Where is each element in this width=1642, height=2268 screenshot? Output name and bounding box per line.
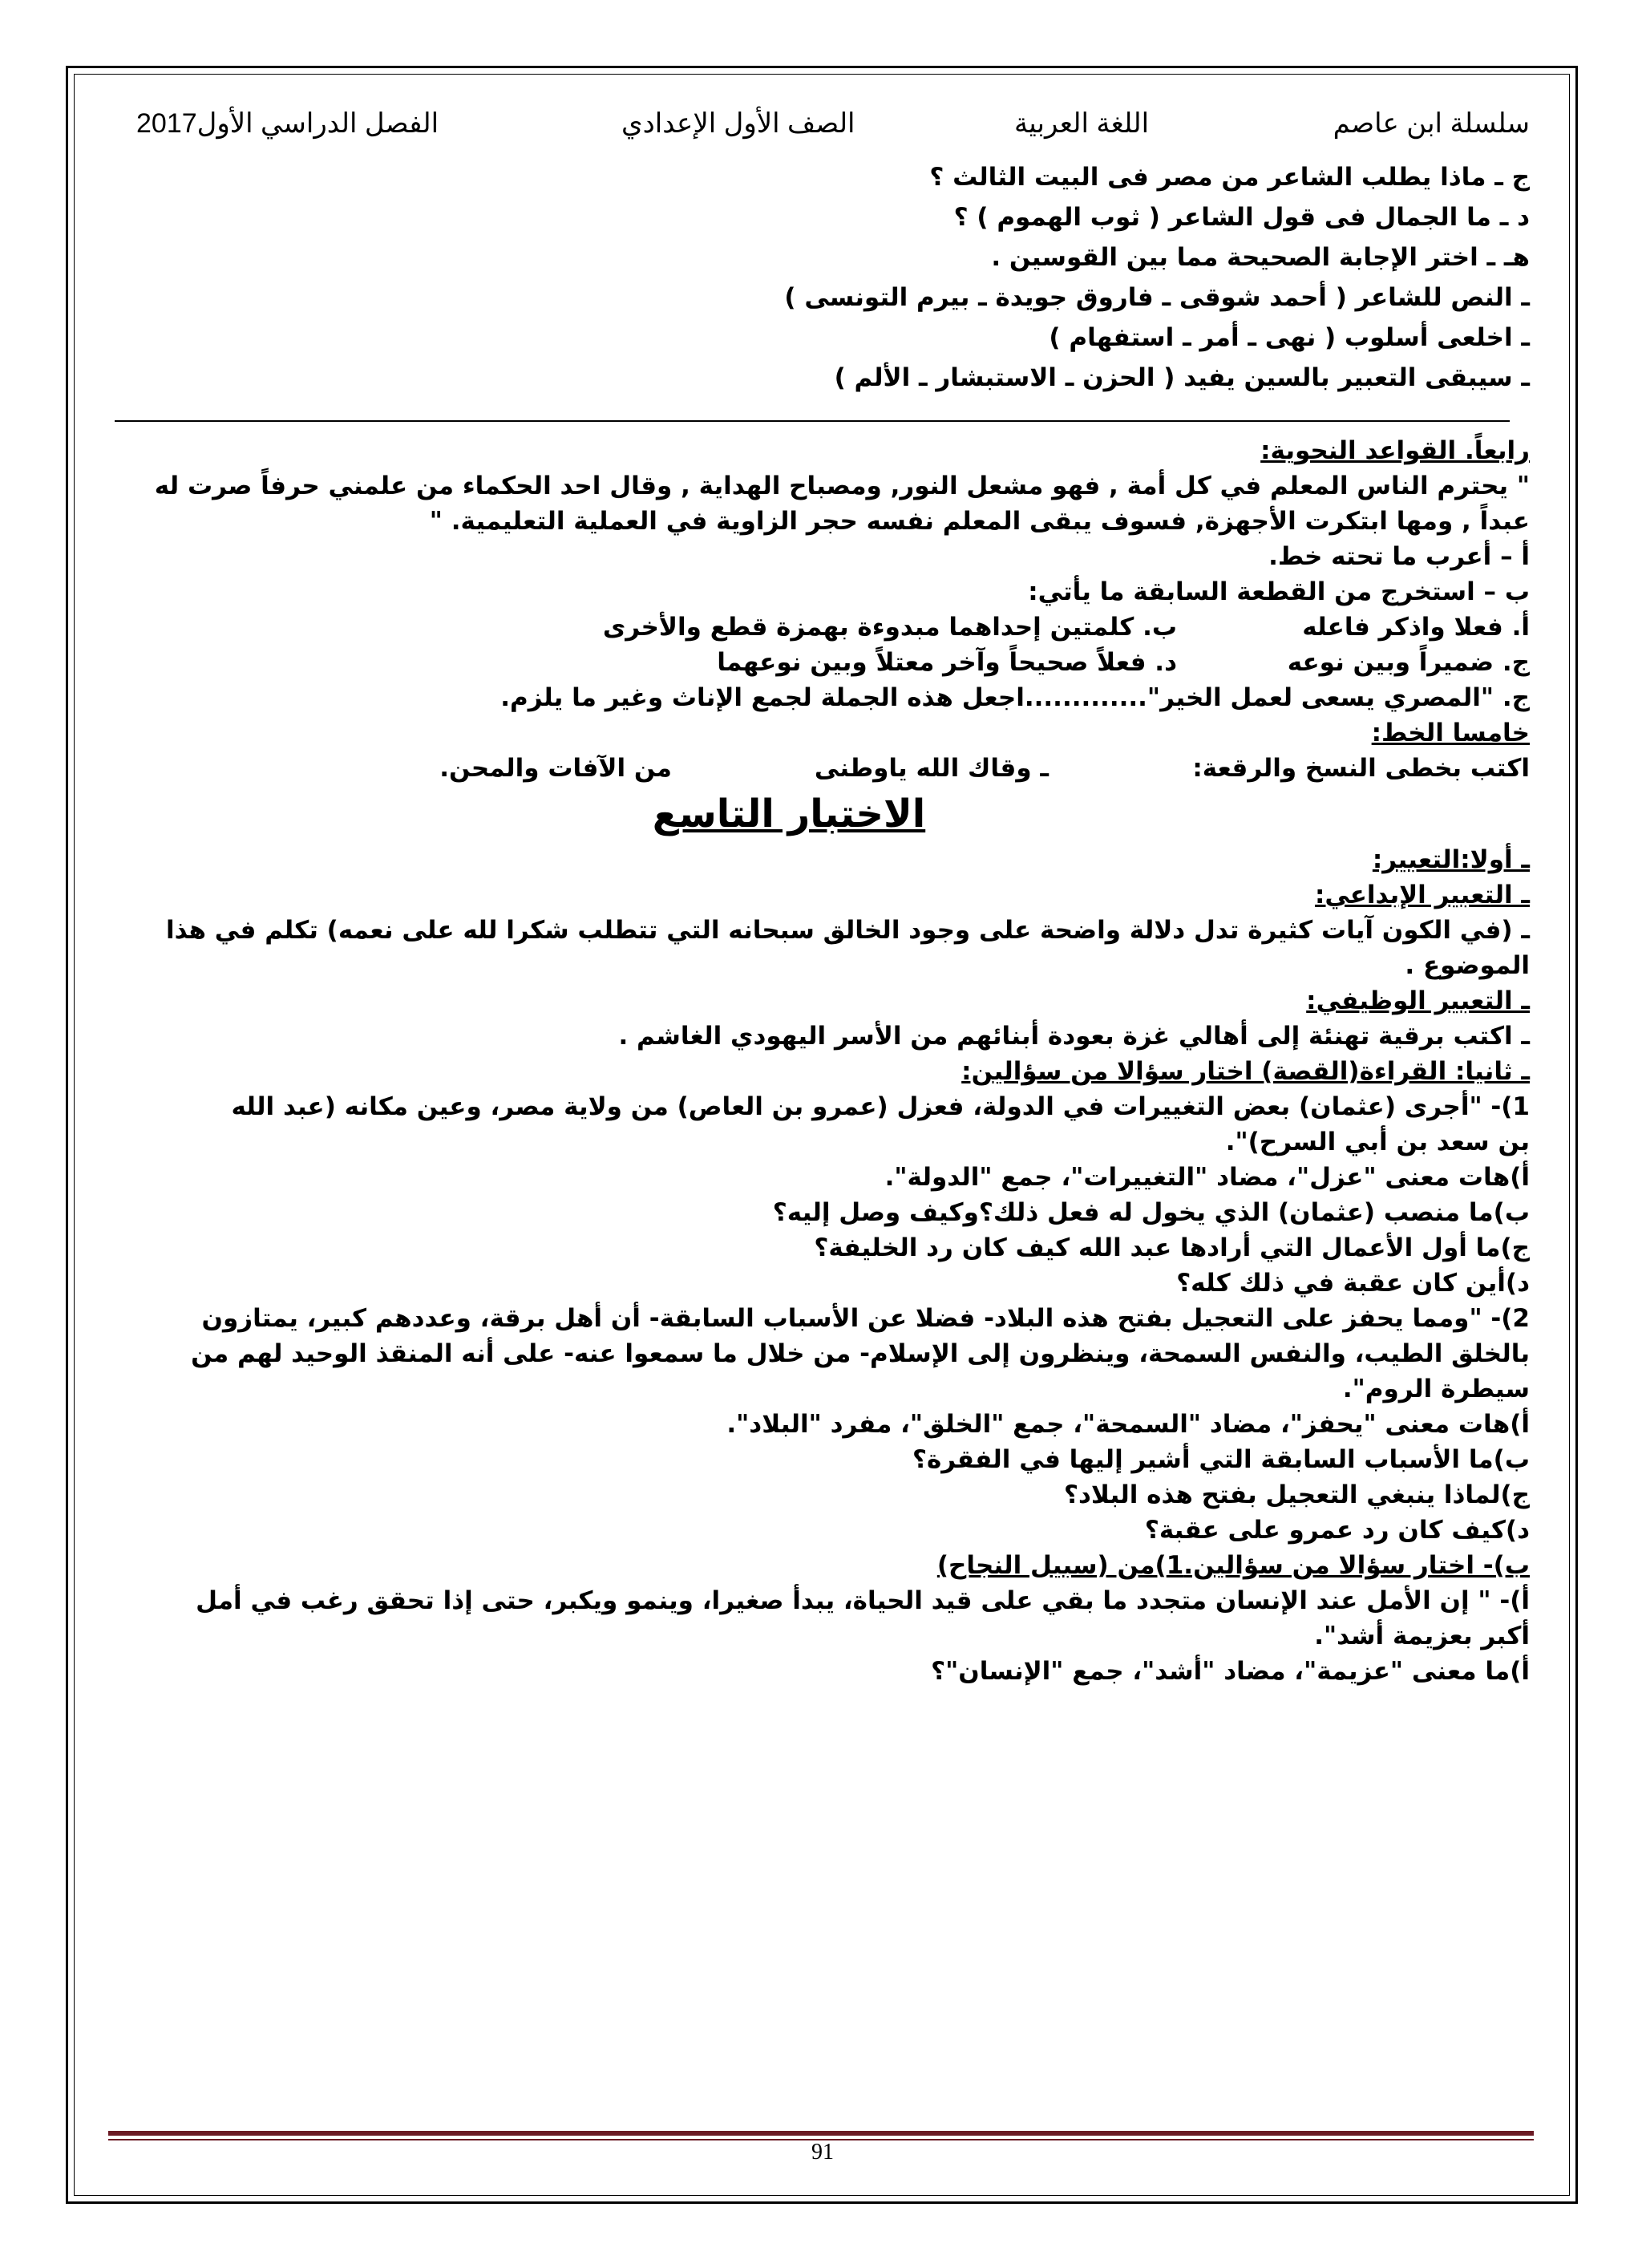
question-line: ـ اخلعى أسلوب ( نهى ـ أمر ـ استفهام ) [1049, 323, 1530, 352]
grammar-passage: " يحترم الناس المعلم في كل أمة , فهو مشعل النور, ومصباح الهداية , وقال احد الحكماء من علمني حرفاً صرت له [154, 472, 1530, 500]
grammar-option: ج. ضميراً وبين نوعه [1287, 648, 1530, 677]
header-term: الفصل الدراسي الأول2017 [136, 108, 439, 139]
creative-heading: ـ التعبير الإبداعي: [1314, 881, 1530, 909]
header-subject: اللغة العربية [1014, 108, 1150, 139]
question-line: ـ النص للشاعر ( أحمد شوقى ـ فاروق جويدة ـ بيرم التونسى ) [784, 283, 1530, 312]
grammar-option: ب. كلمتين إحداهما مبدوءة بهمزة قطع والأخرى [602, 613, 1177, 642]
reading-q2-sub: ب)ما الأسباب السابقة التي أشير إليها في الفقرة؟ [912, 1445, 1530, 1474]
question-line: هـ ـ اختر الإجابة الصحيحة مما بين القوسين . [991, 243, 1530, 272]
question-line: ج ـ ماذا يطلب الشاعر من مصر فى البيت الثالث ؟ [929, 163, 1530, 192]
reading-q2-sub: أ)هات معنى "يحفز"، مضاد "السمحة"، جمع "الخلق"، مفرد "البلاد". [726, 1410, 1530, 1439]
reading-q2-text: سيطرة الروم". [1342, 1375, 1530, 1403]
header-grade: الصف الأول الإعدادي [621, 108, 855, 139]
reading-q2-sub: د)كيف كان رد عمرو على عقبة؟ [1144, 1516, 1530, 1545]
calligraphy-phrase: ـ وقاك الله ياوطنى [814, 754, 1049, 783]
reading-q1-sub: د)أين كان عقبة في ذلك كله؟ [1176, 1269, 1530, 1298]
functional-heading: ـ التعبير الوظيفي: [1306, 986, 1530, 1015]
calligraphy-instruction: اكتب بخطى النسخ والرقعة: [1192, 754, 1530, 783]
reading-q1-text: بن سعد بن أبي السرح)". [1225, 1128, 1530, 1156]
reading-q1-sub: ب)ما منصب (عثمان) الذي يخول له فعل ذلك؟وكيف وصل إليه؟ [772, 1198, 1530, 1227]
reading-q2-text: 2)- "ومما يحفز على التعجيل بفتح هذه البلاد- فضلا عن الأسباب السابقة- أن أهل برقة، وعددهم كبير، يمتازون [201, 1304, 1530, 1333]
reading-heading: ـ ثانيا: القراءة(القصة) اختار سؤالا من سؤالين: [961, 1057, 1530, 1086]
creative-text: الموضوع . [1405, 951, 1530, 980]
grammar-question: ب – استخرج من القطعة السابقة ما يأتي: [1028, 577, 1530, 606]
question-line: ـ سيبقى التعبير بالسين يفيد ( الحزن ـ الاستبشار ـ الألم ) [834, 363, 1530, 392]
grammar-heading: رابعاً. القواعد النحوية: [1260, 436, 1530, 465]
footer-rule [108, 2131, 1534, 2136]
grammar-question: ج. "المصري يسعى لعمل الخير".............اجعل هذه الجملة لجمع الإناث وغير ما يلزم. [500, 683, 1530, 712]
creative-text: ـ (في الكون آيات كثيرة تدل دلالة واضحة على وجود الخالق سبحانه التي تتطلب شكرا لله على نعمه) تكلم في هذا [165, 916, 1530, 945]
page-content [112, 157, 1530, 1689]
grammar-option: أ. فعلا واذكر فاعله [1302, 613, 1530, 642]
page-number: 91 [811, 2140, 834, 2165]
part-b-text: أكبر بعزيمة أشد". [1314, 1622, 1530, 1650]
calligraphy-heading: خامسا الخط: [1371, 719, 1530, 747]
reading-q2-text: بالخلق الطيب، والنفس السمحة، وينظرون إلى الإسلام- من خلال ما سمعوا عنه- على أنه المنقذ الوحيد لهم من [191, 1339, 1530, 1368]
grammar-question: أ – أعرب ما تحته خط. [1268, 542, 1530, 571]
expression-heading: ـ أولا:التعبير: [1372, 845, 1530, 874]
reading-q1-text: 1)- "أجرى (عثمان) بعض التغييرات في الدولة، فعزل (عمرو بن العاص) من ولاية مصر، وعين مكانه (عبد الله [231, 1092, 1530, 1121]
part-b-heading: ب)- اختار سؤالا من سؤالين.1)من (سبيل النجاح) [936, 1551, 1530, 1580]
part-b-text: أ)- " إن الأمل عند الإنسان متجدد ما بقي على قيد الحياة، يبدأ صغيرا، وينمو ويكبر، حتى إذا تحقق رغب في أمل [196, 1586, 1530, 1615]
question-line: د ـ ما الجمال فى قول الشاعر ( ثوب الهموم ) ؟ [953, 203, 1530, 232]
functional-text: ـ اكتب برقية تهنئة إلى أهالي غزة بعودة أبنائهم من الأسر اليهودي الغاشم . [618, 1022, 1530, 1051]
grammar-options-row [112, 610, 1530, 645]
part-b-sub: أ)ما معنى "عزيمة"، مضاد "أشد"، جمع "الإنسان"؟ [931, 1657, 1530, 1686]
grammar-options-row [112, 645, 1530, 680]
calligraphy-phrase: من الآفات والمحن. [439, 754, 672, 783]
grammar-option: د. فعلاً صحيحاً وآخر معتلاً وبين نوعهما [717, 648, 1177, 677]
exam-title: الاختبار التاسع [652, 792, 926, 836]
grammar-passage: عبداً , ومها ابتكرت الأجهزة, فسوف يبقى المعلم نفسه حجر الزاوية في العملية التعليمية. " [429, 507, 1530, 536]
header-series: سلسلة ابن عاصم [1333, 108, 1530, 139]
calligraphy-row [112, 751, 1530, 786]
reading-q1-sub: ج)ما أول الأعمال التي أرادها عبد الله كيف كان رد الخليفة؟ [814, 1233, 1530, 1262]
reading-q2-sub: ج)لماذا ينبغي التعجيل بفتح هذه البلاد؟ [1064, 1480, 1530, 1509]
reading-q1-sub: أ)هات معنى "عزل"، مضاد "التغييرات"، جمع "الدولة". [884, 1163, 1530, 1192]
section-divider [115, 420, 1510, 422]
